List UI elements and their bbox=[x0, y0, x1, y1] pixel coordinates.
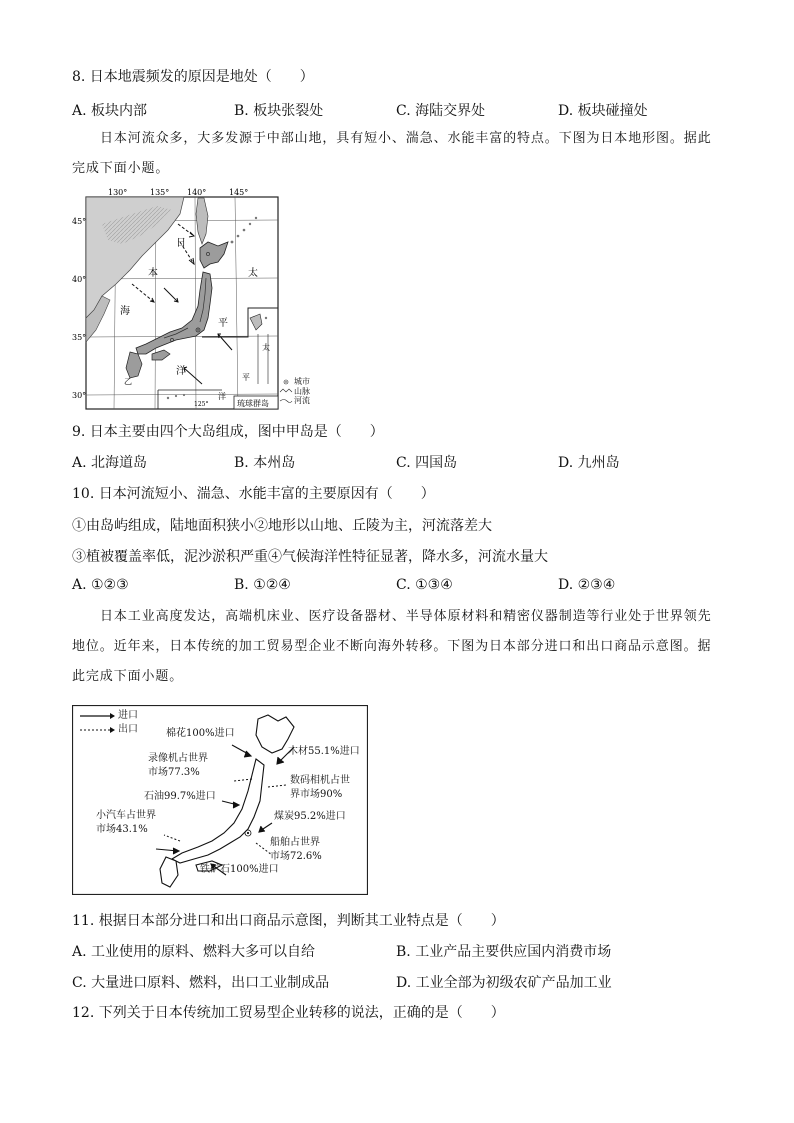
q8-option-d[interactable]: D. 板块碰撞处 bbox=[558, 103, 648, 119]
ocean-label-yang: 洋 bbox=[176, 366, 186, 377]
passage-2-line-1: 日本工业高度发达，高端机床业、医疗设备器材、半导体原材料和精密仪器制造等行业处于世界领先 bbox=[100, 609, 712, 624]
ship-line-2: 市场72.6% bbox=[270, 851, 322, 862]
japan-terrain-map bbox=[72, 184, 310, 414]
q8-stem: 8. 日本地震频发的原因是地处（ ） bbox=[72, 69, 314, 85]
lat-35-label: 35° bbox=[72, 333, 87, 342]
legend-river-label: 河流 bbox=[294, 396, 310, 405]
inset-char-ping: 平 bbox=[242, 373, 250, 382]
legend-mountain-label: 山脉 bbox=[294, 386, 310, 396]
q11-stem: 11. 根据日本部分进口和出口商品示意图，判断其工业特点是（ ） bbox=[72, 913, 505, 929]
trade-map-labels bbox=[72, 705, 368, 895]
passage-1 bbox=[72, 124, 724, 184]
q10-statement-2: ③植被覆盖率低，泥沙淤积严重④气候海洋性特征显著，降水多，河流水量大 bbox=[72, 549, 548, 565]
q9-option-d[interactable]: D. 九州岛 bbox=[558, 455, 620, 471]
q11-option-a[interactable]: A. 工业使用的原料、燃料大多可以自给 bbox=[72, 944, 316, 960]
japan-trade-map bbox=[72, 705, 368, 895]
lon-140-label: 140° bbox=[187, 188, 207, 197]
sea-label-ri: 日 bbox=[176, 238, 186, 249]
q10-option-b[interactable]: B. ①②④ bbox=[234, 577, 291, 593]
q9-option-b[interactable]: B. 本州岛 bbox=[234, 455, 296, 471]
timber-import-label: 木材55.1%进口 bbox=[288, 746, 360, 757]
q8-option-a[interactable]: A. 板块内部 bbox=[72, 103, 148, 119]
passage-1-line-1: 日本河流众多，大多发源于中部山地，具有短小、湍急、水能丰富的特点。下图为日本地形图。据此 bbox=[100, 131, 712, 146]
japan-terrain-map-graphic bbox=[72, 184, 294, 414]
q9-option-c[interactable]: C. 四国岛 bbox=[396, 455, 458, 471]
q8-option-b[interactable]: B. 板块张裂处 bbox=[234, 103, 324, 119]
cotton-import-label: 棉花100%进口 bbox=[166, 728, 235, 739]
coal-import-label: 煤炭95.2%进口 bbox=[274, 811, 346, 822]
car-line-1: 小汽车占世界 bbox=[96, 810, 156, 821]
q11-option-b[interactable]: B. 工业产品主要供应国内消费市场 bbox=[396, 944, 612, 960]
q10-option-d[interactable]: D. ②③④ bbox=[558, 577, 616, 593]
map1-legend bbox=[280, 380, 292, 403]
map1-legend-labels bbox=[294, 377, 310, 406]
q9-options bbox=[72, 452, 732, 472]
q11-options-row-2 bbox=[72, 972, 732, 992]
lon-145-label: 145° bbox=[229, 188, 249, 197]
legend-export-label: 出口 bbox=[118, 724, 138, 735]
lon-135-label: 135° bbox=[150, 188, 170, 197]
lat-30-label: 30° bbox=[72, 391, 87, 400]
camera-line-1: 数码相机占世 bbox=[290, 775, 350, 786]
lat-45-label: 45° bbox=[72, 217, 87, 226]
lat-40-label: 40° bbox=[72, 275, 87, 284]
car-line-2: 市场43.1% bbox=[96, 824, 148, 835]
oil-import-label: 石油99.7%进口 bbox=[144, 791, 216, 802]
passage-2-line-3: 此完成下面小题。 bbox=[72, 669, 184, 684]
q8-options bbox=[72, 100, 732, 120]
ocean-label-tai: 太 bbox=[248, 268, 258, 279]
lon-130-label: 130° bbox=[108, 188, 128, 197]
passage-2-line-2: 地位。近年来，日本传统的加工贸易型企业不断向海外转移。下图为日本部分进口和出口商品示意图。据 bbox=[72, 639, 712, 654]
inset-caption: 琉球群岛 bbox=[237, 399, 269, 408]
sea-label-hai: 海 bbox=[120, 306, 130, 317]
inset-degree-label: 125° bbox=[194, 401, 209, 408]
iron-import-label: 铁矿石100%进口 bbox=[200, 864, 279, 875]
q10-options bbox=[72, 577, 732, 597]
inset-char-tai: 太 bbox=[262, 343, 270, 352]
camera-line-2: 界市场90% bbox=[290, 789, 343, 800]
q10-statement-1: ①由岛屿组成，陆地面积狭小②地形以山地、丘陵为主，河流落差大 bbox=[72, 518, 492, 534]
ship-export-label bbox=[270, 836, 322, 864]
q11-option-d[interactable]: D. 工业全部为初级农矿产品加工业 bbox=[396, 975, 612, 991]
inset-char-yang: 洋 bbox=[218, 392, 226, 401]
legend-import-label: 进口 bbox=[118, 710, 138, 721]
car-export-label bbox=[96, 809, 156, 837]
recorder-export-label bbox=[148, 752, 208, 780]
sea-label-ben: 本 bbox=[148, 268, 158, 279]
passage-1-line-2: 完成下面小题。 bbox=[72, 161, 170, 176]
q8-option-c[interactable]: C. 海陆交界处 bbox=[396, 103, 486, 119]
q11-option-c[interactable]: C. 大量进口原料、燃料，出口工业制成品 bbox=[72, 975, 330, 991]
recorder-line-2: 市场77.3% bbox=[148, 767, 200, 778]
ship-line-1: 船舶占世界 bbox=[270, 837, 320, 848]
ocean-label-ping: 平 bbox=[218, 318, 228, 329]
legend-city-label: 城市 bbox=[294, 377, 310, 386]
q10-option-c[interactable]: C. ①③④ bbox=[396, 577, 453, 593]
q10-stem: 10. 日本河流短小、湍急、水能丰富的主要原因有（ ） bbox=[72, 486, 435, 502]
island-marker-yi: 乙 bbox=[124, 377, 132, 386]
camera-export-label bbox=[290, 774, 350, 802]
recorder-line-1: 录像机占世界 bbox=[148, 753, 208, 764]
q9-stem: 9. 日本主要由四个大岛组成，图中甲岛是（ ） bbox=[72, 424, 384, 440]
q12-stem: 12. 下列关于日本传统加工贸易型企业转移的说法，正确的是（ ） bbox=[72, 1005, 505, 1021]
passage-2 bbox=[72, 602, 724, 692]
q11-options-row-1 bbox=[72, 941, 732, 961]
q9-option-a[interactable]: A. 北海道岛 bbox=[72, 455, 148, 471]
q10-option-a[interactable]: A. ①②③ bbox=[72, 577, 129, 593]
